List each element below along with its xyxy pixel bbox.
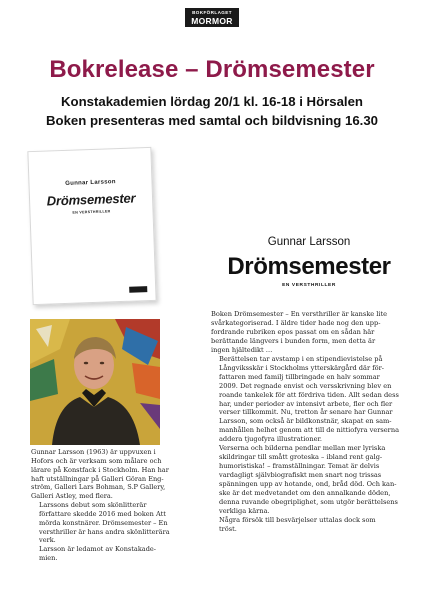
author-bio-paragraph	[31, 501, 170, 545]
text-line: verkliga kärna.	[219, 506, 270, 515]
book-title: Drömsemester	[227, 253, 391, 280]
author-bio	[31, 448, 170, 563]
text-line: Boken Drömsemester – En versthriller är kanske lite	[211, 310, 388, 318]
text-line: vardagligt självbiografiskt men snart nog trissas	[219, 471, 382, 480]
cover-publisher-mark	[129, 286, 147, 293]
author-portrait-photo	[30, 319, 160, 445]
text-line: Gunnar Larsson (1963) är uppvuxen i	[31, 448, 156, 456]
text-line: Berättelsen tar avstamp i en stipendievistelse på	[219, 354, 383, 363]
text-line: ingen hjältedikt …	[211, 345, 273, 354]
book-cover-image	[27, 147, 156, 305]
text-line: Hofors och är verksam som målare och	[31, 456, 162, 465]
text-line: Galleri Astley, med flera.	[31, 492, 113, 501]
publisher-logo-line1: BOKFÖRLAGET	[192, 10, 232, 15]
text-line: Larssons debut som skönlitterär	[39, 501, 147, 510]
text-line: ström, Galleri Lars Bohman, S.P Gallery,	[31, 483, 166, 492]
text-line: Larsson är ledamot av Konstakade-	[39, 545, 156, 554]
text-line: versthriller är hans andra skönlitterära	[39, 527, 170, 536]
publisher-logo-line2: MORMOR	[191, 15, 233, 26]
text-line: mien.	[39, 554, 58, 563]
text-line: har, under perioder av intensivt arbete, fler och fler	[219, 399, 393, 408]
text-line: verk.	[39, 536, 56, 545]
text-line: haft utställningar på Galleri Göran Eng-	[31, 474, 164, 483]
text-line: svårkategoriserad. I äldre tider hade nog den upp-	[211, 318, 381, 327]
book-subtitle: EN VERSTHRILLER	[282, 283, 336, 288]
text-line: 2009. Det regnade envist och versskrivning blev en	[219, 381, 392, 390]
event-details-line-2: Boken presenteras med samtal och bildvisning 16.30	[45, 113, 378, 128]
text-line: verser tillkommit. Nu, tretton år senare har Gunnar	[219, 408, 393, 417]
text-line: författare skedde 2016 med boken Att	[39, 509, 166, 518]
event-headline: Bokrelease – Drömsemester	[49, 56, 375, 83]
text-line: roande tankelek för att fördriva tiden. Allt sedan dess	[219, 390, 399, 399]
description-paragraph	[211, 516, 391, 534]
cover-subtitle: EN VERSTHRILLER	[72, 209, 111, 215]
text-line: humoristiska! – framställningar. Temat är delvis	[219, 462, 380, 471]
text-line: berättande längvers i bunden form, men detta är	[211, 336, 376, 345]
text-line: manhållen helhet genom att till de nittiofyra verserna	[219, 426, 400, 435]
author-bio-paragraph	[31, 448, 169, 501]
description-paragraph	[211, 310, 391, 355]
text-line: fattaren med familj tillbringade en halv sommar	[219, 372, 380, 381]
text-line: Verserna och bilderna pendlar mellan mer lyriska	[219, 444, 386, 453]
text-line: mörda konstnärer. Drömsemester – En	[39, 518, 168, 527]
event-details-line-1: Konstakademien lördag 20/1 kl. 16-18 i Hörsalen	[61, 94, 363, 109]
text-line: Långviksskär i Stockholms ytterskärgård där för-	[219, 363, 384, 372]
text-line: fordrande rubriken epos passat om en sådan här	[211, 327, 375, 336]
text-line: tröst.	[219, 524, 237, 533]
text-line: Larsson, som också är bildkonstnär, skapat en sam-	[219, 417, 392, 426]
text-line: spänningen upp av hotande, ond, bråd död. Och kan-	[219, 480, 397, 489]
text-line: addera tjugofyra illustrationer.	[219, 435, 323, 444]
description-paragraph	[211, 354, 400, 445]
text-line: skildringar till smått groteska – ibland rent galg-	[219, 453, 383, 462]
book-author: Gunnar Larsson	[267, 236, 351, 248]
text-line: lärare på Konstfack i Stockholm. Han har	[31, 465, 169, 474]
text-line: Några försök till besvärjelser uttalas dock som	[219, 515, 376, 524]
cover-author: Gunnar Larsson	[65, 179, 116, 187]
author-bio-paragraph	[31, 545, 162, 563]
cover-title: Drömsemester	[46, 190, 136, 209]
description-paragraph	[211, 444, 398, 516]
book-description	[211, 310, 400, 534]
publisher-logo	[185, 8, 239, 27]
text-line: ske är det medvetandet om den annalkande döden,	[219, 489, 391, 498]
text-line: denna ruvande obegriplighet, som utgör berättelsens	[219, 498, 398, 507]
